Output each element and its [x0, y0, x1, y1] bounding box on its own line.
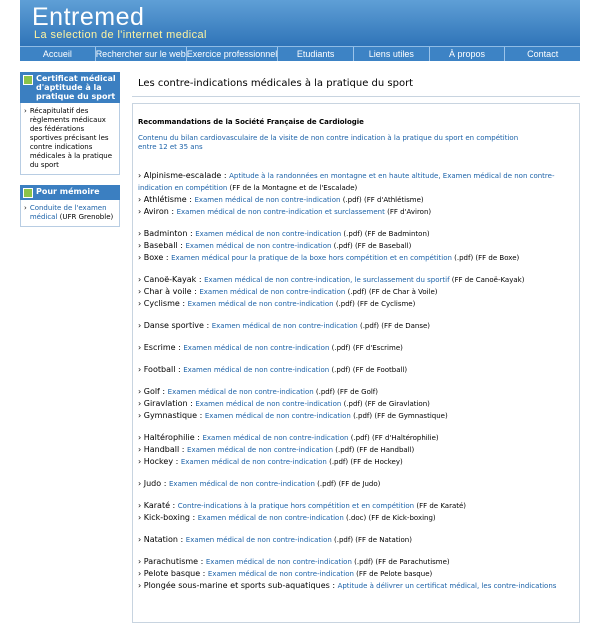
content-box — [132, 103, 580, 623]
sidebar-item[interactable] — [24, 107, 116, 170]
sport-name: › Kick-boxing : — [138, 513, 198, 522]
federation-name: (FF d'Athlétisme) — [361, 196, 424, 204]
file-type: (.pdf) — [314, 480, 337, 488]
recommendations-link[interactable]: Contenu du bilan cardiovasculaire de la visite de non contre indication à la pratique du sport en compétition entre 12 et 35 ans — [138, 134, 519, 151]
sport-link[interactable]: Examen médical de non contre-indication — [194, 196, 341, 204]
nav-exercice[interactable]: Exercice professionnel — [186, 49, 278, 59]
file-type: (.pdf) — [341, 400, 363, 408]
sport-group — [138, 320, 573, 332]
sport-name: › Giravlation : — [138, 399, 196, 408]
sport-entry — [138, 320, 573, 332]
sport-group — [138, 228, 573, 264]
arrow-icon: › — [24, 107, 27, 115]
sidebar-item-text[interactable]: Récapitulatif des règlements médicaux des fédérations sportives précisant les contre indications médicales à la pratique du sport — [29, 107, 113, 169]
sport-name: › Plongée sous-marine et sports sub-aquatiques : — [138, 581, 338, 590]
sport-link[interactable]: Examen médical de non contre-indication — [211, 322, 358, 330]
sidebar-item-link[interactable]: Conduite de l'examen médical — [29, 204, 107, 221]
file-type: (.pdf) — [340, 196, 362, 204]
file-type: (.pdf) — [341, 230, 363, 238]
sidebar-box-body — [20, 103, 120, 175]
file-type: (.pdf) — [345, 288, 367, 296]
federation-name: (FF de Giravlation) — [362, 400, 430, 408]
sport-name: › Boxe : — [138, 253, 172, 262]
file-type: (.pdf) — [357, 322, 380, 330]
sport-link[interactable]: Aptitude à la randonnées en montagne et en haute altitude, Examen médical de non contre-indication en compétition — [138, 172, 555, 192]
sport-group — [138, 274, 573, 310]
sport-link[interactable]: Contre-indications à la pratique hors compétition et en compétition — [177, 502, 415, 510]
federation-name: (FF de Baseball) — [352, 242, 412, 250]
sidebar-box-title-text: Certificat médical d'aptitude à la pratique du sport — [36, 74, 116, 101]
federation-name: (FF de Judo) — [336, 480, 381, 488]
sport-entry — [138, 580, 573, 592]
file-type: (.pdf) — [326, 458, 349, 466]
federation-name: (FF de la Montagne et de l'Escalade) — [227, 184, 358, 192]
sport-name: › Alpinisme-escalade : — [138, 171, 230, 180]
sport-entry — [138, 286, 573, 298]
nav-contact[interactable]: Contact — [504, 47, 580, 61]
sport-name: › Escrime : — [138, 343, 184, 352]
sport-name: › Hockey : — [138, 457, 181, 466]
sport-entry — [138, 252, 573, 264]
sport-link[interactable]: Examen médical de non contre-indication — [195, 400, 342, 408]
sport-name: › Char à voile : — [138, 287, 200, 296]
sport-name: › Aviron : — [138, 207, 177, 216]
checkbox-icon — [23, 188, 33, 198]
arrow-icon: › — [24, 204, 27, 212]
sport-link[interactable]: Examen médical de non contre-indication — [183, 344, 330, 352]
file-type: (.pdf) — [333, 300, 355, 308]
sport-entry — [138, 398, 573, 410]
sport-entry — [138, 274, 573, 286]
federation-name: (FF de Badminton) — [362, 230, 430, 238]
sport-group — [138, 386, 573, 422]
sport-group — [138, 170, 573, 218]
sport-entry — [138, 206, 573, 218]
file-type: (.pdf) — [313, 388, 335, 396]
sport-entry — [138, 456, 573, 468]
sport-name: › Cyclisme : — [138, 299, 188, 308]
sport-entry — [138, 170, 573, 194]
sport-entry — [138, 556, 573, 568]
federation-name: (FF de Golf) — [334, 388, 378, 396]
federation-name: (FF de Pelote basque) — [353, 570, 433, 578]
sport-name: › Golf : — [138, 387, 168, 396]
sport-link[interactable]: Examen médical de non contre-indication — [195, 230, 342, 238]
file-type: (.pdf) — [329, 344, 351, 352]
sport-name: › Baseball : — [138, 241, 186, 250]
page-title: Les contre-indications médicales à la pratique du sport — [132, 72, 580, 97]
sport-name: › Gymnastique : — [138, 411, 205, 420]
sport-entry — [138, 240, 573, 252]
sport-group — [138, 364, 573, 376]
sidebar-box-certificat — [20, 72, 120, 175]
sport-link[interactable]: Aptitude à délivrer un certificat médical, les contre-indications — [337, 582, 557, 590]
nav-accueil[interactable]: Accueil — [42, 49, 72, 59]
sidebar — [20, 72, 120, 237]
federation-name: (FF de Cyclisme) — [354, 300, 416, 308]
federation-name: (FF de Boxe) — [473, 254, 520, 262]
file-type: (.doc) — [343, 514, 367, 522]
nav-apropos[interactable]: À propos — [429, 47, 505, 61]
main-content — [132, 72, 580, 623]
sidebar-box-title-text: Pour mémoire — [36, 187, 100, 196]
sport-entry — [138, 342, 573, 354]
federation-name: (FF de Char à Voile) — [366, 288, 438, 296]
site-tagline: La selection de l'internet medical — [34, 29, 207, 41]
sport-entry — [138, 500, 573, 512]
federation-name: (FF de Gymnastique) — [372, 412, 448, 420]
file-type: (.pdf) — [348, 434, 370, 442]
sport-link[interactable]: Examen médical de non contre-indication — [187, 446, 334, 454]
sport-entry — [138, 478, 573, 490]
federation-name: (FF de Karaté) — [414, 502, 467, 510]
file-type: (.pdf) — [351, 558, 374, 566]
file-type: (.pdf) — [333, 446, 355, 454]
file-type: (.pdf) — [331, 242, 353, 250]
sport-group — [138, 432, 573, 468]
sport-name: › Haltérophilie : — [138, 433, 203, 442]
sport-group — [138, 478, 573, 490]
sport-group — [138, 534, 573, 546]
federation-name: (FF de Kick-boxing) — [366, 514, 436, 522]
checkbox-icon — [23, 75, 33, 85]
site-logo[interactable]: Entremed — [32, 3, 145, 31]
sport-link[interactable]: Examen médical de non contre-indication — [185, 242, 332, 250]
sport-group — [138, 500, 573, 524]
recommendations-title: Recommandations de la Société Française de Cardiologie — [138, 118, 364, 126]
sport-group — [138, 342, 573, 354]
sport-link[interactable]: Examen médical de non contre-indication — [168, 480, 315, 488]
sport-name: › Pelote basque : — [138, 569, 208, 578]
sidebar-box-body — [20, 200, 120, 227]
sport-name: › Handball : — [138, 445, 188, 454]
nav-etudiants[interactable]: Etudiants — [277, 47, 353, 61]
sport-link[interactable]: Examen médical de non contre-indication — [187, 300, 334, 308]
sport-name: › Natation : — [138, 535, 186, 544]
federation-name: (FF de Canoë-Kayak) — [449, 276, 525, 284]
nav-liens[interactable]: Liens utiles — [353, 47, 429, 61]
file-type: (.pdf) — [350, 412, 373, 420]
sport-link[interactable]: Examen médical de non contre-indication, le surclassement du sportif — [204, 276, 450, 284]
sport-entry — [138, 432, 573, 444]
sport-entry — [138, 512, 573, 524]
federation-name: (FF de Hockey) — [348, 458, 403, 466]
sport-link[interactable]: Examen médical de non contre-indication — [197, 514, 344, 522]
sport-entry — [138, 534, 573, 546]
sport-entry — [138, 410, 573, 422]
sport-entry — [138, 444, 573, 456]
sport-name: › Athlétisme : — [138, 195, 195, 204]
sport-group — [138, 556, 573, 592]
sport-link[interactable]: Examen médical de non contre-indication — [205, 558, 352, 566]
federation-name: (FF de Parachutisme) — [373, 558, 450, 566]
federation-name: (FF d'Haltérophilie) — [369, 434, 439, 442]
site-header — [20, 0, 580, 46]
sport-name: › Badminton : — [138, 229, 196, 238]
sport-link[interactable]: Examen médical pour la pratique de la boxe hors compétition et en compétition — [171, 254, 452, 262]
sport-link[interactable]: Examen médical de non contre-indication — [199, 288, 346, 296]
sport-entry — [138, 364, 573, 376]
sport-list — [138, 170, 573, 592]
sport-entry — [138, 568, 573, 580]
sport-entry — [138, 194, 573, 206]
sport-entry — [138, 386, 573, 398]
sport-entry — [138, 228, 573, 240]
federation-name: (FF de Danse) — [379, 322, 431, 330]
file-type: (.pdf) — [329, 366, 351, 374]
sport-name: › Football : — [138, 365, 184, 374]
federation-name: (FF d'Aviron) — [384, 208, 432, 216]
sport-link[interactable]: Examen médical de non contre-indication — [183, 366, 330, 374]
sport-link[interactable]: Examen médical de non contre-indication — [180, 458, 327, 466]
sport-link[interactable]: Examen médical de non contre-indication — [204, 412, 351, 420]
sport-name: › Canoë-Kayak : — [138, 275, 205, 284]
sidebar-item-extra: (UFR Grenoble) — [59, 213, 114, 221]
sport-name: › Danse sportive : — [138, 321, 212, 330]
sport-name: › Karaté : — [138, 501, 178, 510]
federation-name: (FF de Handball) — [354, 446, 415, 454]
nav-rechercher[interactable]: Rechercher sur le web — [95, 49, 186, 59]
sport-link[interactable]: Examen médical de non contre-indication et surclassement — [176, 208, 385, 216]
federation-name: (FF de Natation) — [353, 536, 412, 544]
sport-link[interactable]: Examen médical de non contre-indication — [202, 434, 349, 442]
federation-name: (FF de Football) — [350, 366, 408, 374]
sport-link[interactable]: Examen médical de non contre-indication — [167, 388, 314, 396]
sidebar-item — [24, 204, 116, 222]
federation-name: (FF d'Escrime) — [350, 344, 403, 352]
sport-name: › Parachutisme : — [138, 557, 206, 566]
sport-link[interactable]: Examen médical de non contre-indication — [207, 570, 354, 578]
sport-entry — [138, 298, 573, 310]
file-type: (.pdf) — [451, 254, 474, 262]
sidebar-box-memoire — [20, 185, 120, 227]
file-type: (.pdf) — [331, 536, 354, 544]
sidebar-box-title — [20, 185, 120, 200]
sport-name: › Judo : — [138, 479, 169, 488]
sport-link[interactable]: Examen médical de non contre-indication — [185, 536, 332, 544]
sidebar-box-title — [20, 72, 120, 103]
main-nav — [20, 46, 580, 61]
